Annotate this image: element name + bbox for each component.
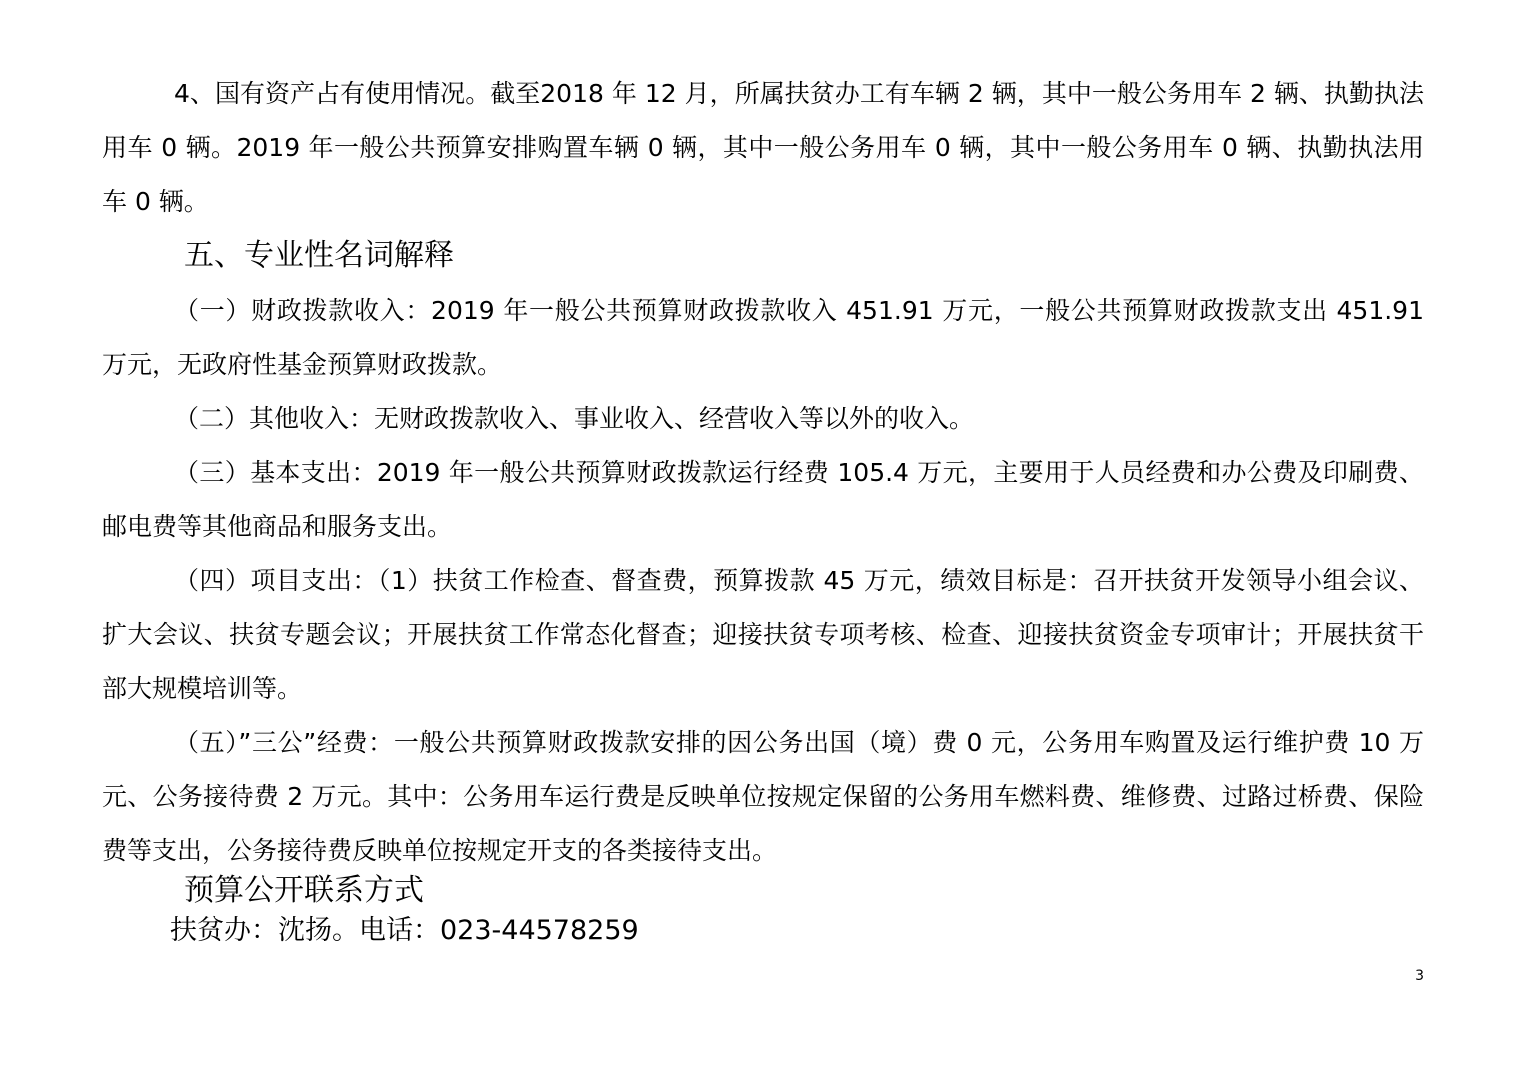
section-heading-terms: 五、专业性名词解释 — [184, 238, 454, 273]
page-number: 3 — [1415, 968, 1424, 984]
assets-paragraph: 4、国有资产占有使用情况。截至2018 年 12 月，所属扶贫办工有车辆 2 辆，其中一般公务用车 2 辆、执勤执法用车 0 辆。2019 年一般公共预算安排购置车辆 0 辆，其中一般公务用车 0 辆，其中一般公务用车 0 辆、执勤执法用车 0 辆。 — [102, 79, 1424, 216]
term-project-expenditure: （四）项目支出：（1）扶贫工作检查、督查费，预算拨款 45 万元，绩效目标是：召开扶贫开发领导小组会议、扩大会议、扶贫专题会议；开展扶贫工作常态化督查；迎接扶贫专项考核、检查、迎接扶贫资金专项审计；开展扶贫干部大规模培训等。 — [102, 566, 1424, 703]
contact-heading: 预算公开联系方式 — [184, 873, 424, 908]
term-three-public-expenses: （五）”三公”经费：一般公共预算财政拨款安排的因公务出国（境）费 0 元，公务用车购置及运行维护费 10 万元、公务接待费 2 万元。其中：公务用车运行费是反映单位按规定保留的公务用车燃料费、维修费、过路过桥费、保险费等支出，公务接待费反映单位按规定开支的各类接待支出。 — [102, 728, 1424, 865]
term-other-income: （二）其他收入：无财政拨款收入、事业收入、经营收入等以外的收入。 — [174, 404, 975, 433]
term-fiscal-appropriation-income: （一）财政拨款收入：2019 年一般公共预算财政拨款收入 451.91 万元，一般公共预算财政拨款支出 451.91 万元，无政府性基金预算财政拨款。 — [102, 296, 1424, 379]
term-basic-expenditure: （三）基本支出：2019 年一般公共预算财政拨款运行经费 105.4 万元，主要用于人员经费和办公费及印刷费、邮电费等其他商品和服务支出。 — [102, 458, 1424, 541]
contact-line: 扶贫办：沈扬。电话：023-44578259 — [170, 915, 639, 946]
